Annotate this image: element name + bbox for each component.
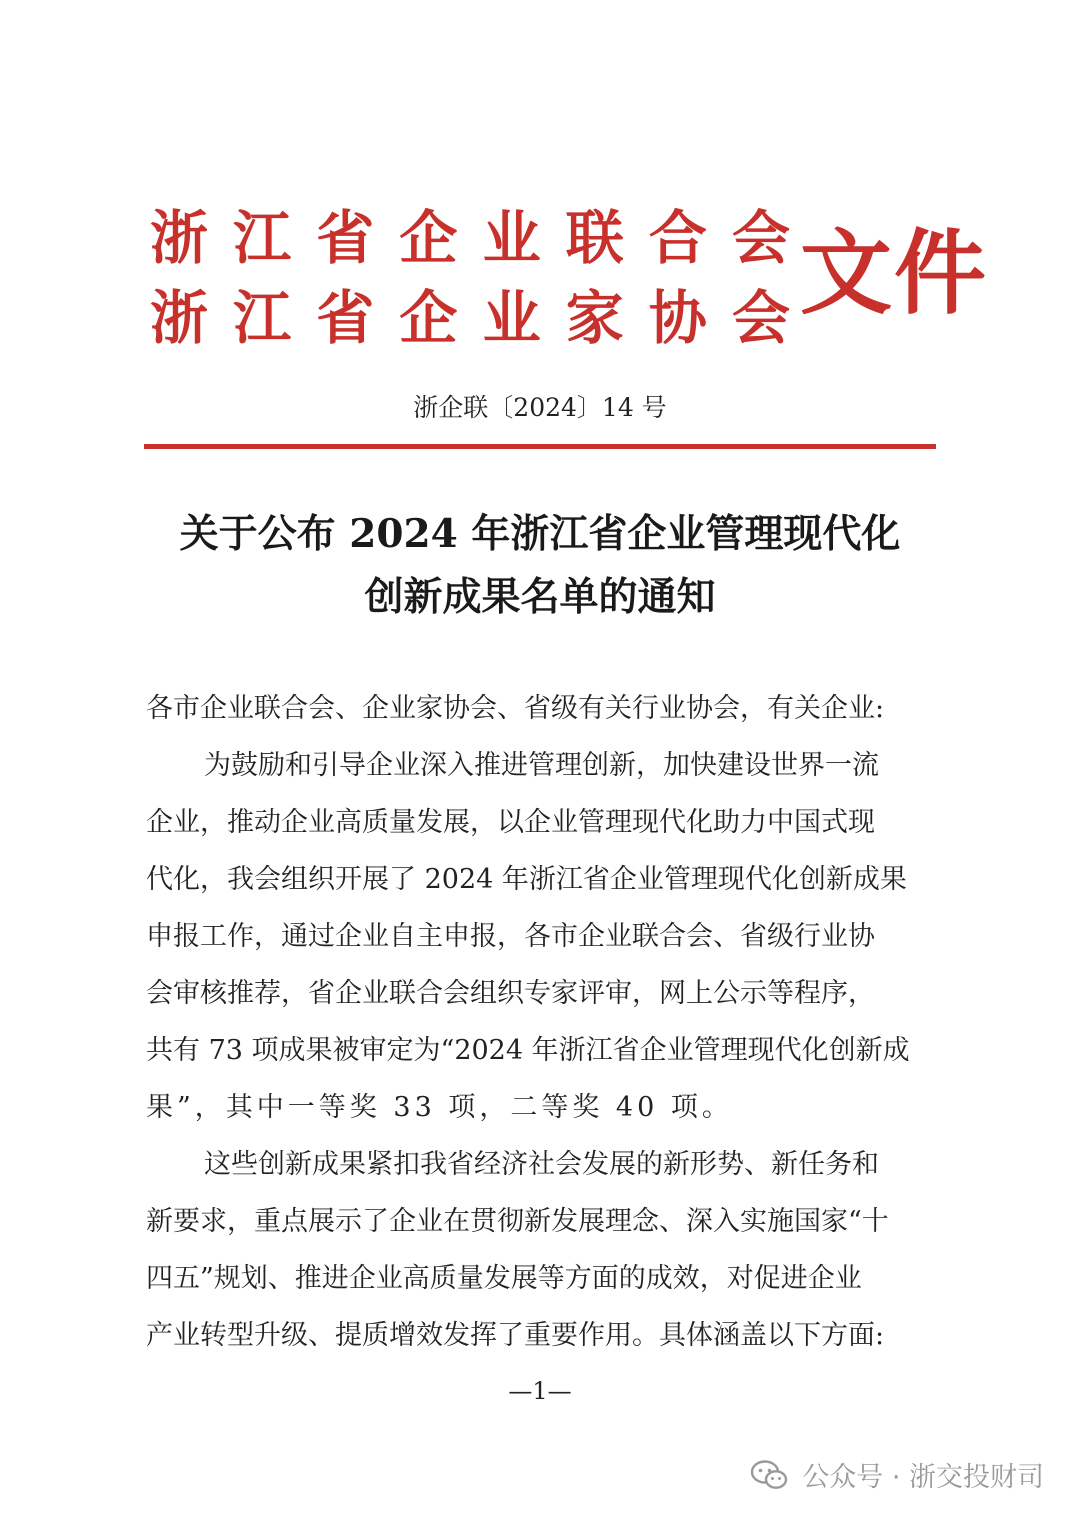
title-line-2: 创新成果名单的通知: [364, 574, 716, 620]
salutation: [146, 680, 936, 737]
org-char: 企: [399, 284, 458, 352]
notice-body: [146, 680, 936, 1364]
document-number: 浙企联〔2024〕14 号: [413, 393, 667, 422]
org-name-2: [150, 278, 790, 358]
salutation-text: 各市企业联合会、企业家协会、省级有关行业协会，有关企业:: [146, 693, 885, 724]
org-char: 会: [731, 284, 790, 352]
paragraph-2-line: [146, 1307, 936, 1364]
paragraph-1-line: [146, 1079, 936, 1136]
org-char: 协: [648, 284, 707, 352]
page-number: —1—: [508, 1377, 572, 1405]
wechat-icon: [750, 1460, 788, 1490]
line-text: 这些创新成果紧扣我省经济社会发展的新形势、新任务和: [204, 1149, 879, 1180]
org-char: 省: [316, 284, 375, 352]
line-text: 企业，推动企业高质量发展，以企业管理现代化助力中国式现: [146, 807, 875, 838]
org-char: 浙: [150, 204, 209, 272]
line-text: 新要求，重点展示了企业在贯彻新发展理念、深入实施国家“十: [146, 1206, 889, 1237]
org-char: 省: [316, 204, 375, 272]
line-text: 申报工作，通过企业自主申报，各市企业联合会、省级行业协: [146, 921, 875, 952]
org-char: 业: [482, 284, 541, 352]
paragraph-1-line: [146, 908, 936, 965]
paragraph-2-line: [146, 1136, 936, 1193]
org-char: 业: [482, 204, 541, 272]
watermark: [750, 1455, 1044, 1494]
org-char: 企: [399, 204, 458, 272]
document-type-label: 文件: [800, 219, 989, 327]
org-char: 联: [565, 204, 624, 272]
line-text: 共有 73 项成果被审定为“2024 年浙江省企业管理现代化创新成: [146, 1035, 910, 1066]
org-name-1: [150, 198, 790, 278]
paragraph-1-line: [146, 737, 936, 794]
line-text: 产业转型升级、提质增效发挥了重要作用。具体涵盖以下方面:: [146, 1320, 885, 1351]
paragraph-1-line: [146, 794, 936, 851]
org-char: 浙: [150, 284, 209, 352]
line-text: 为鼓励和引导企业深入推进管理创新，加快建设世界一流: [204, 750, 879, 781]
title-line-1: 关于公布 2024 年浙江省企业管理现代化: [179, 511, 901, 557]
watermark-text: 公众号 · 浙交投财司: [802, 1462, 1044, 1493]
issuing-organizations: [150, 198, 790, 358]
paragraph-1-line: [146, 851, 936, 908]
org-char: 江: [233, 284, 292, 352]
paragraph-2-line: [146, 1250, 936, 1307]
org-char: 江: [233, 204, 292, 272]
notice-title: [0, 503, 1080, 629]
org-char: 家: [565, 284, 624, 352]
org-char: 会: [731, 204, 790, 272]
paragraph-1-line: [146, 1022, 936, 1079]
line-text: 果”，其中一等奖 33 项，二等奖 40 项。: [146, 1092, 733, 1123]
line-text: 四五”规划、推进企业高质量发展等方面的成效，对促进企业: [146, 1263, 862, 1294]
red-divider-line: [144, 444, 936, 449]
line-text: 会审核推荐，省企业联合会组织专家评审，网上公示等程序，: [146, 978, 875, 1009]
paragraph-1-line: [146, 965, 936, 1022]
org-char: 合: [648, 204, 707, 272]
paragraph-2-line: [146, 1193, 936, 1250]
line-text: 代化，我会组织开展了 2024 年浙江省企业管理现代化创新成果: [146, 864, 907, 895]
